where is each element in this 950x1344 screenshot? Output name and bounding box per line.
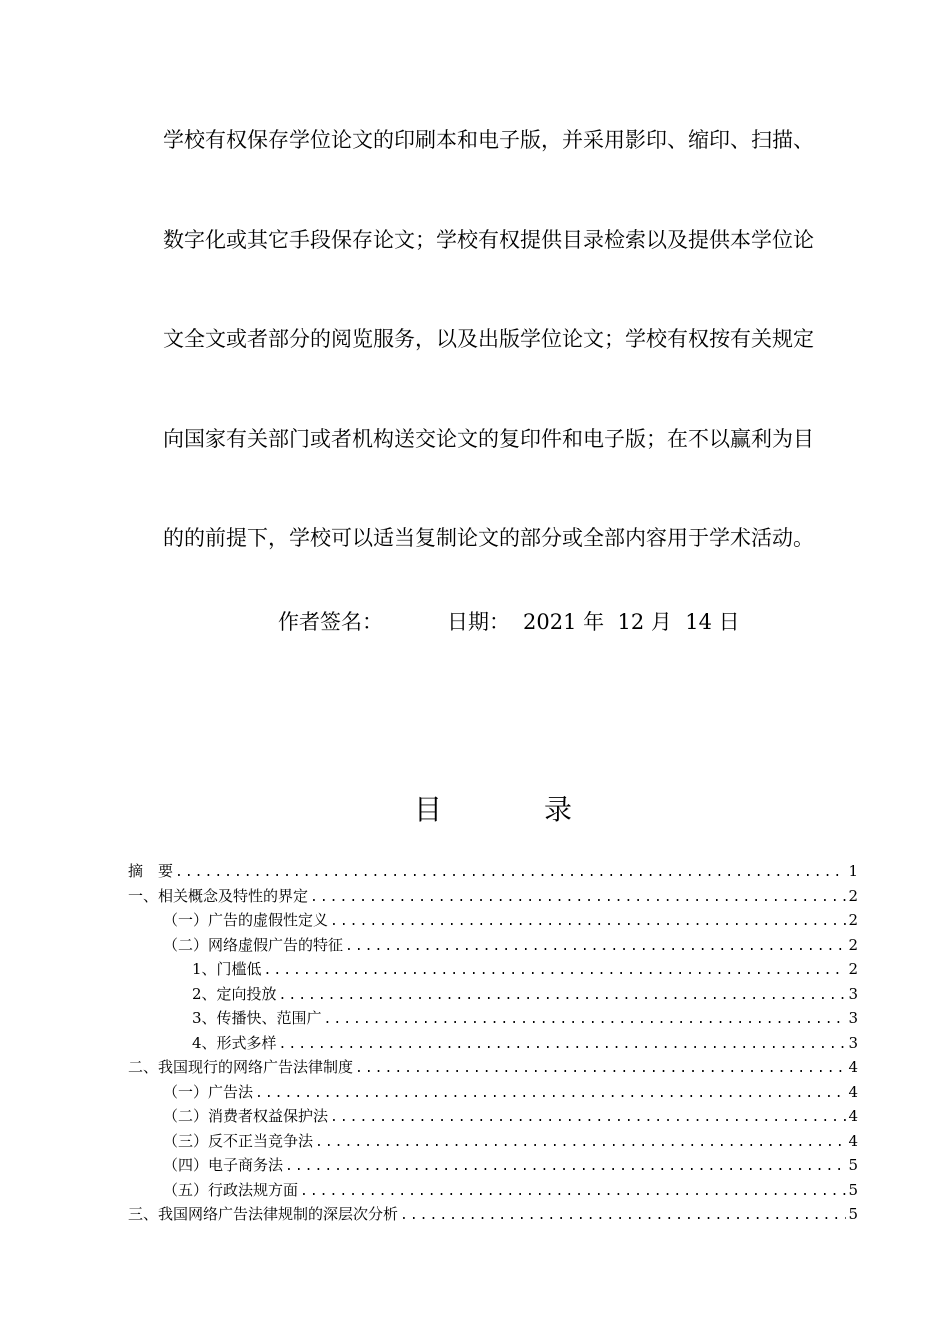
signature-date-line: [0, 608, 950, 638]
toc-entry-label: （三）反不正当竞争法: [163, 1131, 314, 1150]
toc-dot-leader: [285, 1156, 846, 1178]
toc-entry[interactable]: [128, 1203, 858, 1227]
toc-dot-leader: [330, 911, 846, 933]
toc-entry-label: 摘 要: [128, 862, 174, 880]
toc-title: [0, 792, 950, 832]
toc-dot-leader: [315, 1132, 846, 1154]
toc-entry[interactable]: [192, 1007, 858, 1031]
toc-entry-label: （二）消费者权益保护法: [163, 1107, 329, 1125]
toc-entry-page: 4: [848, 1058, 858, 1076]
toc-entry-page: 3: [848, 1033, 858, 1052]
toc-entry-label: （一）广告的虚假性定义: [163, 911, 329, 929]
toc-entry[interactable]: [163, 1179, 858, 1203]
toc-entry[interactable]: [128, 1056, 858, 1080]
toc-entry-page: 4: [848, 1082, 858, 1101]
date-value: 2021 年 12 月 14 日: [523, 610, 740, 634]
toc-title-left: 目: [414, 793, 443, 826]
toc-entry-page: 3: [848, 984, 858, 1003]
toc-entry-label: （一）广告法: [163, 1082, 254, 1101]
toc-entry-label: 三、我国网络广告法律规制的深层次分析: [128, 1205, 399, 1223]
toc-entry-page: 1: [848, 862, 858, 880]
toc-entry[interactable]: [192, 958, 858, 982]
toc-entry[interactable]: [192, 983, 858, 1007]
toc-entry-label: 二、我国现行的网络广告法律制度: [128, 1058, 354, 1076]
toc-dot-leader: [324, 1009, 847, 1031]
toc-dot-leader: [310, 887, 846, 909]
declaration-line-5: 的的前提下，学校可以适当复制论文的部分或全部内容用于学术活动。: [163, 526, 814, 550]
toc-entry-label: 4、形式多样: [192, 1033, 277, 1052]
declaration-line-2: 数字化或其它手段保存论文；学校有权提供目录检索以及提供本学位论: [163, 228, 814, 252]
toc-entry-page: 4: [848, 1107, 858, 1125]
toc-dot-leader: [400, 1205, 846, 1227]
toc-dot-leader: [279, 1034, 847, 1056]
toc-entry-page: 4: [848, 1131, 858, 1150]
toc-dot-leader: [300, 1181, 846, 1203]
toc-entry-page: 3: [848, 1009, 858, 1027]
toc-entry-page: 5: [848, 1205, 858, 1223]
toc-entry-page: 2: [848, 935, 858, 954]
toc-entry[interactable]: [163, 934, 858, 958]
toc-entry[interactable]: [192, 1032, 858, 1056]
toc-dot-leader: [255, 1083, 846, 1105]
toc-entry-label: （二）网络虚假广告的特征: [163, 935, 344, 954]
toc-dot-leader: [345, 936, 846, 958]
toc-entry-label: 2、定向投放: [192, 984, 277, 1003]
date-label: 日期：: [447, 610, 510, 634]
toc-entry-page: 2: [848, 886, 858, 905]
toc-entry-label: 1、门槛低: [192, 960, 262, 978]
toc-title-right: 录: [544, 793, 573, 826]
toc-entry-page: 5: [848, 1156, 858, 1174]
toc-entry[interactable]: [163, 909, 858, 933]
toc-entry[interactable]: [163, 1130, 858, 1154]
toc-entry-label: （四）电子商务法: [163, 1156, 284, 1174]
toc-entry[interactable]: [163, 1081, 858, 1105]
toc-entry-label: 3、传播快、范围广: [192, 1009, 322, 1027]
toc-dot-leader: [175, 862, 846, 884]
toc-entry[interactable]: [128, 860, 858, 884]
declaration-line-4: 向国家有关部门或者机构送交论文的复印件和电子版；在不以赢利为目: [163, 427, 814, 451]
toc-entry-label: （五）行政法规方面: [163, 1180, 299, 1199]
toc-dot-leader: [264, 960, 847, 982]
toc-entry-page: 5: [848, 1180, 858, 1199]
toc-dot-leader: [330, 1107, 846, 1129]
toc-dot-leader: [279, 985, 847, 1007]
toc-entry[interactable]: [163, 1105, 858, 1129]
declaration-line-1: 学校有权保存学位论文的印刷本和电子版，并采用影印、缩印、扫描、: [163, 128, 814, 152]
signature-label: 作者签名：: [278, 610, 383, 634]
toc-entry-page: 2: [848, 960, 858, 978]
declaration-line-3: 文全文或者部分的阅览服务，以及出版学位论文；学校有权按有关规定: [163, 327, 814, 351]
toc-entry-label: 一、相关概念及特性的界定: [128, 886, 309, 905]
toc-entry-page: 2: [848, 911, 858, 929]
toc-dot-leader: [355, 1058, 846, 1080]
toc-entry[interactable]: [128, 885, 858, 909]
toc-entry[interactable]: [163, 1154, 858, 1178]
